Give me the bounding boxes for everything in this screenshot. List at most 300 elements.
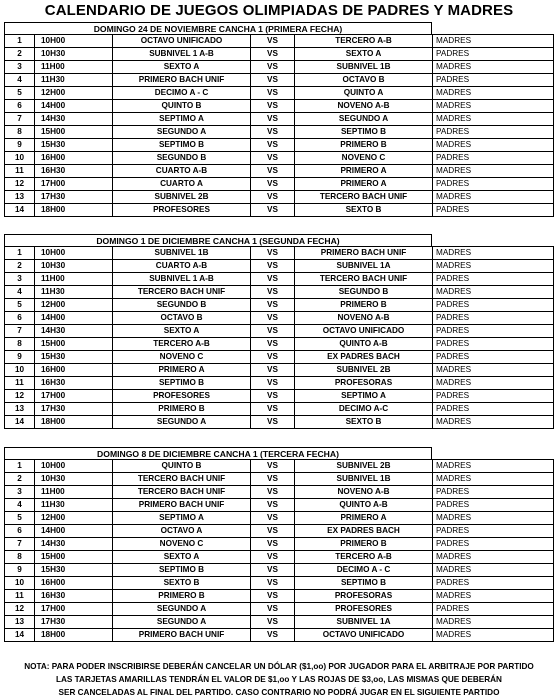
category-label: MADRES — [433, 260, 554, 273]
match-number: 5 — [5, 299, 35, 312]
versus-label: VS — [251, 460, 295, 473]
versus-label: VS — [251, 152, 295, 165]
table-row — [5, 525, 554, 538]
match-time: 17H00 — [35, 178, 113, 191]
team-a: NOVENO C — [113, 538, 251, 551]
versus-label: VS — [251, 525, 295, 538]
table-row — [5, 113, 554, 126]
team-a: PRIMERO A — [113, 364, 251, 377]
versus-label: VS — [251, 260, 295, 273]
match-number: 8 — [5, 126, 35, 139]
category-label: MADRES — [433, 165, 554, 178]
category-label: MADRES — [433, 616, 554, 629]
table-row — [5, 139, 554, 152]
match-time: 10H30 — [35, 473, 113, 486]
category-label: PADRES — [433, 486, 554, 499]
match-number: 7 — [5, 538, 35, 551]
match-time: 16H00 — [35, 152, 113, 165]
match-time: 10H30 — [35, 48, 113, 61]
versus-label: VS — [251, 113, 295, 126]
match-number: 3 — [5, 273, 35, 286]
table-row — [5, 273, 554, 286]
table-row — [5, 338, 554, 351]
team-a: NOVENO C — [113, 351, 251, 364]
team-a: QUINTO B — [113, 100, 251, 113]
table-row — [5, 100, 554, 113]
category-label: PADRES — [433, 338, 554, 351]
category-label: MADRES — [433, 377, 554, 390]
category-label: MADRES — [433, 113, 554, 126]
note-line-1: NOTA: PARA PODER INSCRIBIRSE DEBERÁN CANCELAR UN DÓLAR ($1,oo) POR JUGADOR PARA EL ARBITRAJE POR PARTIDO — [24, 662, 534, 671]
versus-label: VS — [251, 165, 295, 178]
match-number: 1 — [5, 460, 35, 473]
team-b: OCTAVO B — [295, 74, 433, 87]
category-label: PADRES — [433, 126, 554, 139]
versus-label: VS — [251, 100, 295, 113]
footer-note — [0, 660, 558, 699]
team-a: PRIMERO B — [113, 590, 251, 603]
match-number: 6 — [5, 100, 35, 113]
schedule-table — [4, 246, 554, 429]
table-row — [5, 35, 554, 48]
category-label: PADRES — [433, 403, 554, 416]
team-b: PRIMERO B — [295, 139, 433, 152]
category-label: PADRES — [433, 603, 554, 616]
versus-label: VS — [251, 590, 295, 603]
versus-label: VS — [251, 139, 295, 152]
table-row — [5, 312, 554, 325]
team-b: QUINTO A-B — [295, 338, 433, 351]
versus-label: VS — [251, 299, 295, 312]
category-label: MADRES — [433, 139, 554, 152]
team-a: QUINTO B — [113, 460, 251, 473]
versus-label: VS — [251, 403, 295, 416]
category-label: MADRES — [433, 87, 554, 100]
match-number: 7 — [5, 325, 35, 338]
match-time: 12H00 — [35, 512, 113, 525]
match-number: 4 — [5, 286, 35, 299]
match-time: 16H30 — [35, 165, 113, 178]
match-number: 2 — [5, 48, 35, 61]
team-b: NOVENO A-B — [295, 312, 433, 325]
category-label: MADRES — [433, 61, 554, 74]
team-a: OCTAVO A — [113, 525, 251, 538]
match-time: 18H00 — [35, 204, 113, 217]
team-a: SEXTO B — [113, 577, 251, 590]
table-row — [5, 204, 554, 217]
versus-label: VS — [251, 364, 295, 377]
category-label: MADRES — [433, 416, 554, 429]
match-number: 11 — [5, 590, 35, 603]
table-row — [5, 260, 554, 273]
match-number: 11 — [5, 377, 35, 390]
table-row — [5, 390, 554, 403]
team-a: SEXTO A — [113, 551, 251, 564]
team-b: PRIMERO A — [295, 165, 433, 178]
versus-label: VS — [251, 473, 295, 486]
table-row — [5, 403, 554, 416]
category-label: MADRES — [433, 512, 554, 525]
match-time: 12H00 — [35, 87, 113, 100]
team-a: TERCERO BACH UNIF — [113, 486, 251, 499]
category-label: MADRES — [433, 247, 554, 260]
team-a: SEPTIMO B — [113, 139, 251, 152]
team-a: SEPTIMO A — [113, 512, 251, 525]
versus-label: VS — [251, 35, 295, 48]
team-b: SEPTIMO A — [295, 390, 433, 403]
section-header: DOMINGO 8 DE DICIEMBRE CANCHA 1 (TERCERA FECHA) — [4, 447, 432, 460]
match-number: 2 — [5, 260, 35, 273]
team-a: DECIMO A - C — [113, 87, 251, 100]
category-label: MADRES — [433, 564, 554, 577]
team-a: CUARTO A — [113, 178, 251, 191]
team-b: QUINTO A-B — [295, 499, 433, 512]
match-time: 11H30 — [35, 499, 113, 512]
table-row — [5, 351, 554, 364]
match-time: 15H00 — [35, 338, 113, 351]
category-label: PADRES — [433, 538, 554, 551]
team-b: SEPTIMO B — [295, 577, 433, 590]
team-b: SEPTIMO B — [295, 126, 433, 139]
category-label: MADRES — [433, 590, 554, 603]
match-time: 11H00 — [35, 61, 113, 74]
category-label: PADRES — [433, 499, 554, 512]
versus-label: VS — [251, 512, 295, 525]
match-number: 3 — [5, 486, 35, 499]
versus-label: VS — [251, 191, 295, 204]
team-a: SEPTIMO B — [113, 377, 251, 390]
team-b: TERCERO A-B — [295, 35, 433, 48]
versus-label: VS — [251, 87, 295, 100]
match-number: 14 — [5, 204, 35, 217]
table-row — [5, 191, 554, 204]
versus-label: VS — [251, 486, 295, 499]
team-b: NOVENO A-B — [295, 486, 433, 499]
table-row — [5, 299, 554, 312]
match-time: 14H30 — [35, 325, 113, 338]
match-number: 1 — [5, 35, 35, 48]
match-time: 10H00 — [35, 247, 113, 260]
match-number: 14 — [5, 629, 35, 642]
table-row — [5, 538, 554, 551]
team-b: EX PADRES BACH — [295, 525, 433, 538]
match-time: 10H30 — [35, 260, 113, 273]
versus-label: VS — [251, 126, 295, 139]
table-row — [5, 486, 554, 499]
note-line-3: SER CANCELADAS AL FINAL DEL PARTIDO. CASO CONTRARIO NO PODRÁ JUGAR EN EL SIGUIENTE PARTIDO — [58, 688, 500, 697]
team-b: PRIMERO B — [295, 538, 433, 551]
table-row — [5, 61, 554, 74]
team-a: SEGUNDO A — [113, 603, 251, 616]
category-label: MADRES — [433, 35, 554, 48]
team-a: CUARTO A-B — [113, 165, 251, 178]
versus-label: VS — [251, 603, 295, 616]
match-time: 17H30 — [35, 403, 113, 416]
versus-label: VS — [251, 616, 295, 629]
table-row — [5, 460, 554, 473]
team-a: PRIMERO BACH UNIF — [113, 499, 251, 512]
match-time: 11H00 — [35, 273, 113, 286]
team-a: SEGUNDO A — [113, 126, 251, 139]
match-number: 11 — [5, 165, 35, 178]
team-b: DECIMO A-C — [295, 403, 433, 416]
category-label: MADRES — [433, 629, 554, 642]
match-time: 10H00 — [35, 35, 113, 48]
versus-label: VS — [251, 377, 295, 390]
table-row — [5, 247, 554, 260]
team-a: SEGUNDO B — [113, 152, 251, 165]
match-number: 1 — [5, 247, 35, 260]
team-b: OCTAVO UNIFICADO — [295, 629, 433, 642]
team-a: PRIMERO BACH UNIF — [113, 629, 251, 642]
match-number: 5 — [5, 512, 35, 525]
team-b: DECIMO A - C — [295, 564, 433, 577]
category-label: PADRES — [433, 204, 554, 217]
category-label: MADRES — [433, 473, 554, 486]
team-a: SUBNIVEL 1 A-B — [113, 48, 251, 61]
team-a: PRIMERO B — [113, 403, 251, 416]
team-a: TERCERO BACH UNIF — [113, 473, 251, 486]
match-time: 16H30 — [35, 377, 113, 390]
team-b: TERCERO BACH UNIF — [295, 273, 433, 286]
team-a: PRIMERO BACH UNIF — [113, 74, 251, 87]
versus-label: VS — [251, 351, 295, 364]
match-number: 13 — [5, 616, 35, 629]
versus-label: VS — [251, 551, 295, 564]
section-header: DOMINGO 1 DE DICIEMBRE CANCHA 1 (SEGUNDA FECHA) — [4, 234, 432, 247]
team-a: TERCERO BACH UNIF — [113, 286, 251, 299]
match-number: 12 — [5, 390, 35, 403]
versus-label: VS — [251, 416, 295, 429]
team-a: SUBNIVEL 2B — [113, 191, 251, 204]
team-b: TERCERO BACH UNIF — [295, 191, 433, 204]
team-b: PROFESORAS — [295, 590, 433, 603]
match-number: 10 — [5, 152, 35, 165]
category-label: PADRES — [433, 525, 554, 538]
match-time: 11H30 — [35, 286, 113, 299]
match-number: 4 — [5, 74, 35, 87]
match-number: 9 — [5, 139, 35, 152]
table-row — [5, 590, 554, 603]
table-row — [5, 473, 554, 486]
match-time: 15H00 — [35, 551, 113, 564]
match-time: 17H00 — [35, 390, 113, 403]
team-b: SUBNIVEL 1B — [295, 473, 433, 486]
team-a: SEGUNDO A — [113, 416, 251, 429]
versus-label: VS — [251, 325, 295, 338]
versus-label: VS — [251, 577, 295, 590]
table-row — [5, 286, 554, 299]
team-b: SEXTO B — [295, 416, 433, 429]
schedule-table — [4, 459, 554, 642]
table-row — [5, 577, 554, 590]
category-label: MADRES — [433, 364, 554, 377]
match-number: 5 — [5, 87, 35, 100]
match-number: 14 — [5, 416, 35, 429]
team-b: SEGUNDO B — [295, 286, 433, 299]
team-b: SUBNIVEL 1B — [295, 61, 433, 74]
versus-label: VS — [251, 538, 295, 551]
team-b: PROFESORES — [295, 603, 433, 616]
table-row — [5, 416, 554, 429]
versus-label: VS — [251, 564, 295, 577]
table-row — [5, 512, 554, 525]
match-time: 18H00 — [35, 629, 113, 642]
table-row — [5, 165, 554, 178]
versus-label: VS — [251, 48, 295, 61]
team-a: CUARTO A-B — [113, 260, 251, 273]
category-label: MADRES — [433, 191, 554, 204]
team-b: SUBNIVEL 2B — [295, 460, 433, 473]
table-row — [5, 629, 554, 642]
match-number: 8 — [5, 338, 35, 351]
category-label: MADRES — [433, 551, 554, 564]
match-time: 18H00 — [35, 416, 113, 429]
team-a: SEGUNDO A — [113, 616, 251, 629]
match-number: 8 — [5, 551, 35, 564]
table-row — [5, 616, 554, 629]
team-b: SEXTO A — [295, 48, 433, 61]
match-time: 14H30 — [35, 538, 113, 551]
category-label: MADRES — [433, 286, 554, 299]
team-a: SEXTO A — [113, 61, 251, 74]
team-a: SEGUNDO B — [113, 299, 251, 312]
team-b: SUBNIVEL 2B — [295, 364, 433, 377]
match-time: 14H00 — [35, 100, 113, 113]
team-a: PROFESORES — [113, 204, 251, 217]
match-time: 14H30 — [35, 113, 113, 126]
team-b: PRIMERO A — [295, 178, 433, 191]
match-number: 9 — [5, 564, 35, 577]
match-time: 15H30 — [35, 139, 113, 152]
page-title: CALENDARIO DE JUEGOS OLIMPIADAS DE PADRES Y MADRES — [44, 2, 514, 19]
match-time: 16H00 — [35, 364, 113, 377]
versus-label: VS — [251, 629, 295, 642]
team-b: NOVENO A-B — [295, 100, 433, 113]
match-time: 12H00 — [35, 299, 113, 312]
table-row — [5, 603, 554, 616]
table-row — [5, 564, 554, 577]
versus-label: VS — [251, 312, 295, 325]
team-b: OCTAVO UNIFICADO — [295, 325, 433, 338]
match-number: 2 — [5, 473, 35, 486]
team-b: SUBNIVEL 1A — [295, 616, 433, 629]
team-a: OCTAVO B — [113, 312, 251, 325]
category-label: MADRES — [433, 460, 554, 473]
team-b: NOVENO C — [295, 152, 433, 165]
schedule-table — [4, 34, 554, 217]
table-row — [5, 364, 554, 377]
versus-label: VS — [251, 499, 295, 512]
table-row — [5, 325, 554, 338]
versus-label: VS — [251, 273, 295, 286]
versus-label: VS — [251, 390, 295, 403]
team-b: PRIMERO BACH UNIF — [295, 247, 433, 260]
section-header: DOMINGO 24 DE NOVIEMBRE CANCHA 1 (PRIMERA FECHA) — [4, 22, 432, 35]
match-time: 16H00 — [35, 577, 113, 590]
category-label: MADRES — [433, 100, 554, 113]
category-label: PADRES — [433, 152, 554, 165]
category-label: PADRES — [433, 390, 554, 403]
versus-label: VS — [251, 338, 295, 351]
category-label: PADRES — [433, 325, 554, 338]
match-time: 14H00 — [35, 312, 113, 325]
match-time: 15H30 — [35, 564, 113, 577]
team-b: SEXTO B — [295, 204, 433, 217]
table-row — [5, 499, 554, 512]
table-row — [5, 152, 554, 165]
versus-label: VS — [251, 286, 295, 299]
team-b: EX PADRES BACH — [295, 351, 433, 364]
match-number: 6 — [5, 312, 35, 325]
match-number: 10 — [5, 364, 35, 377]
category-label: PADRES — [433, 299, 554, 312]
match-time: 15H30 — [35, 351, 113, 364]
versus-label: VS — [251, 247, 295, 260]
match-time: 14H00 — [35, 525, 113, 538]
team-b: PRIMERO B — [295, 299, 433, 312]
match-time: 17H00 — [35, 603, 113, 616]
match-number: 3 — [5, 61, 35, 74]
team-a: SEXTO A — [113, 325, 251, 338]
versus-label: VS — [251, 204, 295, 217]
table-row — [5, 87, 554, 100]
table-row — [5, 48, 554, 61]
match-time: 16H30 — [35, 590, 113, 603]
team-b: TERCERO A-B — [295, 551, 433, 564]
table-row — [5, 178, 554, 191]
team-a: PROFESORES — [113, 390, 251, 403]
table-row — [5, 126, 554, 139]
table-row — [5, 377, 554, 390]
versus-label: VS — [251, 74, 295, 87]
team-a: SEPTIMO A — [113, 113, 251, 126]
match-number: 10 — [5, 577, 35, 590]
versus-label: VS — [251, 178, 295, 191]
team-a: SUBNIVEL 1B — [113, 247, 251, 260]
match-time: 11H00 — [35, 486, 113, 499]
category-label: PADRES — [433, 312, 554, 325]
team-a: SUBNIVEL 1 A-B — [113, 273, 251, 286]
team-b: PRIMERO A — [295, 512, 433, 525]
category-label: PADRES — [433, 273, 554, 286]
table-row — [5, 74, 554, 87]
match-number: 12 — [5, 603, 35, 616]
category-label: PADRES — [433, 577, 554, 590]
category-label: PADRES — [433, 351, 554, 364]
match-number: 7 — [5, 113, 35, 126]
note-line-2: LAS TARJETAS AMARILLAS TENDRÁN EL VALOR DE $1,oo Y LAS ROJAS DE $3,oo, LAS MISMAS QUE DEBERÁN — [56, 675, 502, 684]
category-label: PADRES — [433, 48, 554, 61]
team-b: PROFESORAS — [295, 377, 433, 390]
category-label: PADRES — [433, 74, 554, 87]
match-time: 11H30 — [35, 74, 113, 87]
team-b: SUBNIVEL 1A — [295, 260, 433, 273]
team-a: SEPTIMO B — [113, 564, 251, 577]
versus-label: VS — [251, 61, 295, 74]
team-b: QUINTO A — [295, 87, 433, 100]
match-number: 4 — [5, 499, 35, 512]
match-time: 17H30 — [35, 191, 113, 204]
match-time: 15H00 — [35, 126, 113, 139]
team-b: SEGUNDO A — [295, 113, 433, 126]
match-number: 12 — [5, 178, 35, 191]
match-number: 9 — [5, 351, 35, 364]
match-number: 13 — [5, 191, 35, 204]
category-label: PADRES — [433, 178, 554, 191]
table-row — [5, 551, 554, 564]
team-a: TERCERO A-B — [113, 338, 251, 351]
